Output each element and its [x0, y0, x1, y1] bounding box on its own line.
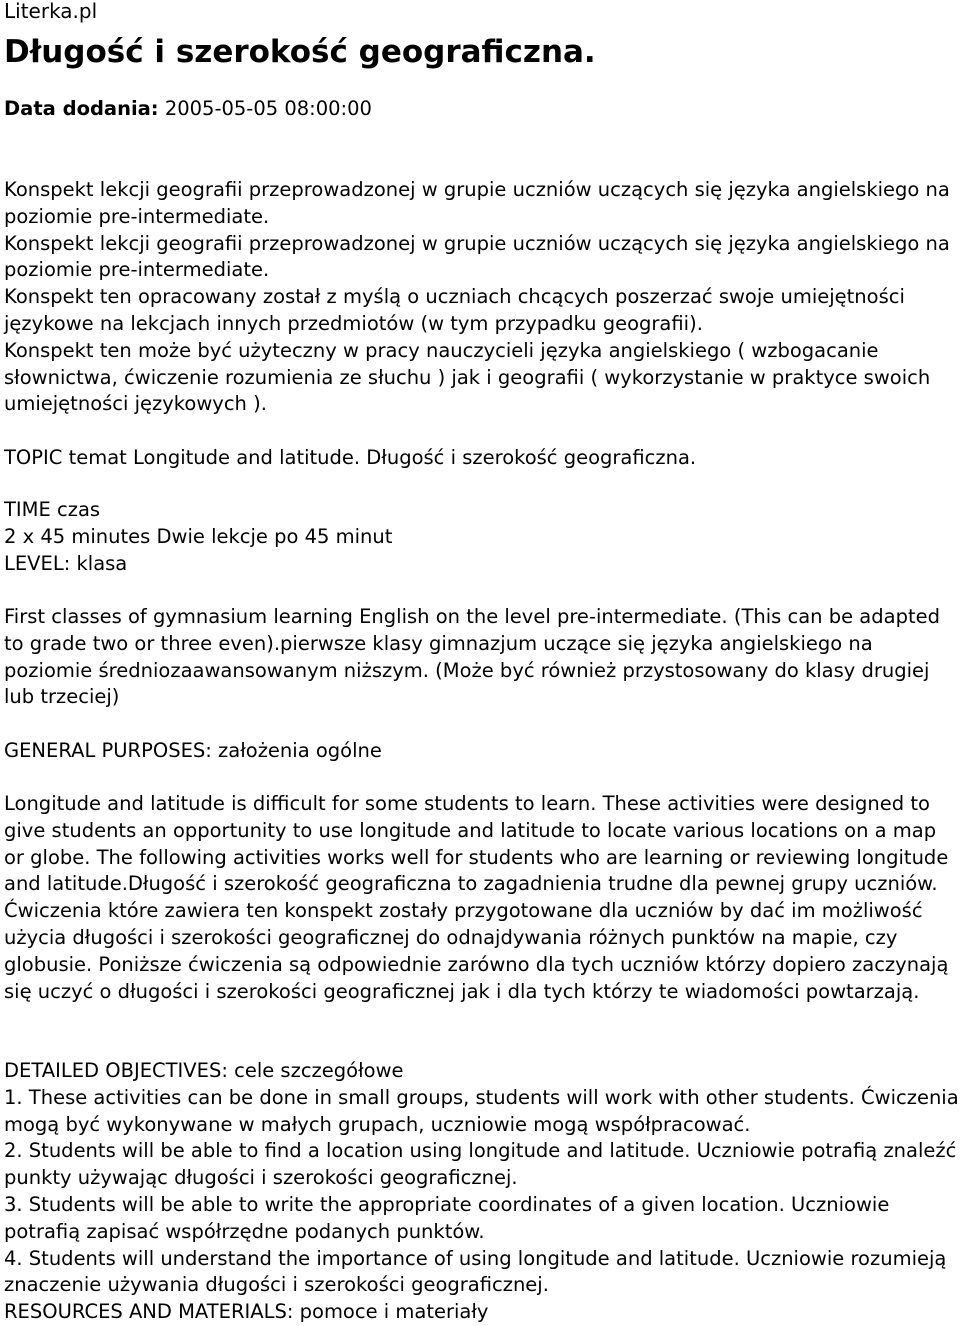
intro-paragraph: Konspekt ten może być użyteczny w pracy nauczycieli języka angielskiego ( wzbogacanie słownictwa, ćwiczenie rozumienia ze słuchu ) jak i geografii ( wykorzystanie w praktyce swoich umiejętności językowych ). — [4, 338, 931, 416]
date-label: Data dodania: — [4, 97, 159, 120]
level-heading: LEVEL: klasa — [4, 551, 128, 575]
intro-paragraph: Konspekt ten opracowany został z myślą o uczniach chcących poszerzać swoje umiejętności językowe na lekcjach innych przedmiotów (w tym przypadku geografii). — [4, 285, 905, 335]
general-purposes-heading: GENERAL PURPOSES: założenia ogólne — [4, 739, 382, 762]
topic-line: TOPIC temat Longitude and latitude. Długość i szerokość geograficzna. — [4, 446, 697, 469]
intro-paragraph: Konspekt lekcji geografii przeprowadzonej w grupie uczniów uczących się języka angielskiego na poziomie pre-intermediate. — [4, 231, 950, 282]
time-heading: TIME czas — [4, 498, 101, 521]
resources-heading: RESOURCES AND MATERIALS: pomoce i materiały — [4, 1300, 489, 1324]
objective-item: 3. Students will be able to write the appropriate coordinates of a given location. Uczniowie potrafią zapisać współrzędne podanych punktów. — [4, 1192, 890, 1243]
general-purposes-text: Longitude and latitude is difficult for some students to learn. These activities were designed to give students an opportunity to use longitude and latitude to locate various locations on a map or globe. The following activities works well for students who are learning or reviewing longitude and latitude.Długość i szerokość geograficzna to zagadnienia trudne dla pewnej grupy uczniów. Ćwiczenia które zawiera ten konspekt zostały przygotowane dla uczniów by dać im możliwość użycia długości i szerokości geograficznej do odnajdywania różnych punktów na mapie, czy globusie. Poniższe ćwiczenia są odpowiednie zarówno dla tych uczniów którzy dopiero zaczynają się uczyć o długości i szerokości geograficznej jak i dla tych którzy te wiadomości powtarzają. — [4, 792, 949, 1003]
page-title: Długość i szerokość geograficzna. — [4, 34, 596, 70]
objective-item: 1. These activities can be done in small groups, students will work with other students. Ćwiczenia mogą być wykonywane w małych grupach, uczniowie mogą współpracować. — [4, 1085, 959, 1136]
detailed-objectives-heading: DETAILED OBJECTIVES: cele szczegółowe — [4, 1059, 404, 1082]
time-section — [4, 497, 960, 577]
objective-item: 2. Students will be able to find a location using longitude and latitude. Uczniowie potrafią znaleźć punkty używając długości i szerokości geograficznej. — [4, 1139, 957, 1190]
detailed-objectives-section — [4, 1058, 960, 1326]
date-added — [4, 96, 372, 123]
intro-section — [4, 177, 960, 418]
site-name: Literka.pl — [4, 0, 98, 23]
date-value: 2005-05-05 08:00:00 — [164, 97, 372, 120]
objective-item: 4. Students will understand the importance of using longitude and latitude. Uczniowie rozumieją znaczenie używania długości i szerokości geograficznej. — [4, 1246, 947, 1297]
intro-paragraph: Konspekt lekcji geografii przeprowadzonej w grupie uczniów uczących się języka angielskiego na poziomie pre-intermediate. — [4, 178, 950, 228]
classes-paragraph: First classes of gymnasium learning English on the level pre-intermediate. (This can be adapted to grade two or three even).pierwsze klasy gimnazjum uczące się języka angielskiego na poziomie średniozaawansowanym niższym. (Może być również przystosowany do klasy drugiej lub trzeciej) — [4, 605, 940, 709]
time-duration: 2 x 45 minutes Dwie lekcje po 45 minut — [4, 524, 393, 548]
